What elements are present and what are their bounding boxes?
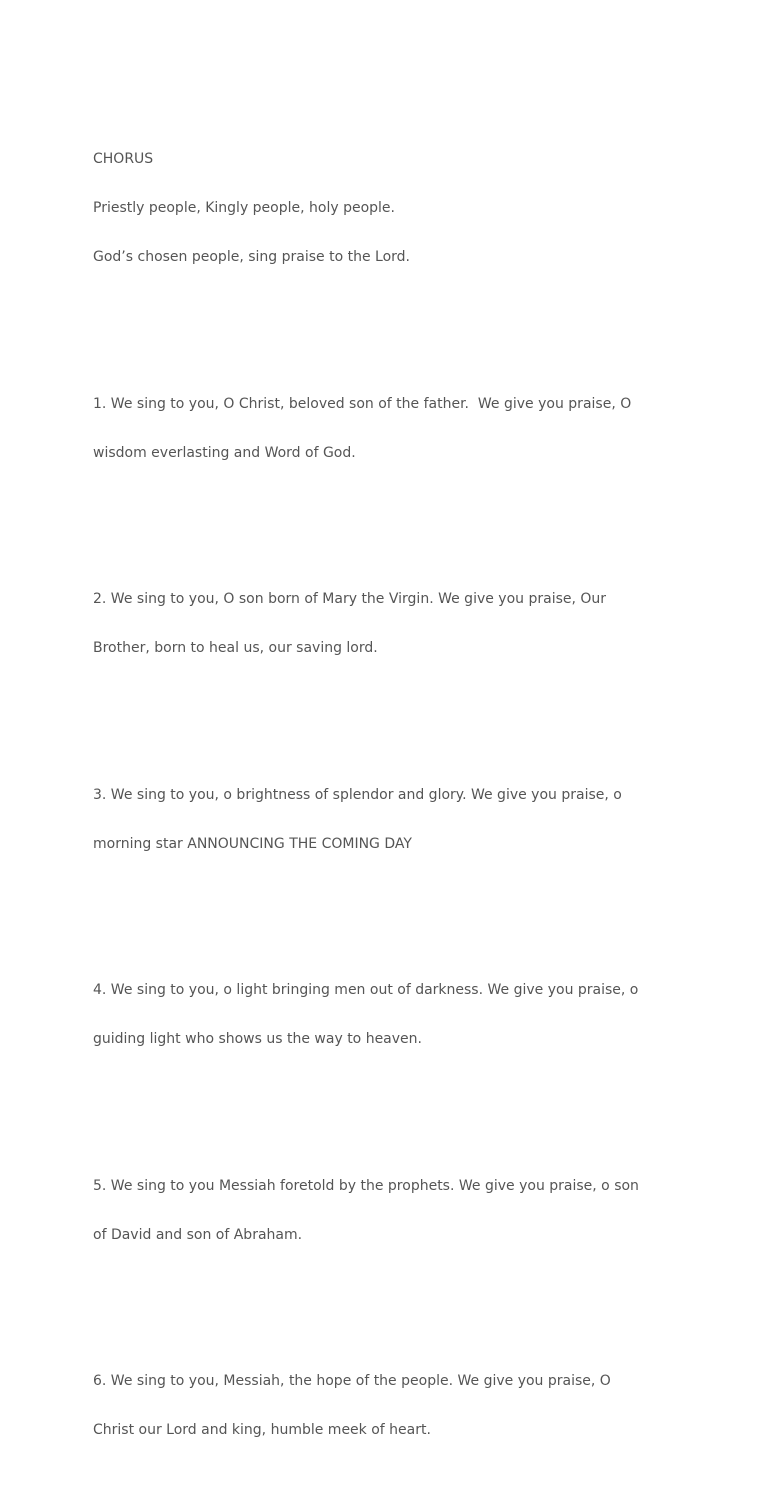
verse-line: 3. We sing to you, o brightness of splendor and glory. We give you praise, o (93, 786, 622, 803)
verse-line: morning star ANNOUNCING THE COMING DAY (93, 835, 412, 852)
verse-line: wisdom everlasting and Word of God. (93, 444, 356, 461)
verse-line: Brother, born to heal us, our saving lord. (93, 640, 378, 657)
document-page (93, 86, 683, 1488)
verse-line: 4. We sing to you, o light bringing men out of darkness. We give you praise, o (93, 982, 639, 999)
verse-4 (93, 950, 683, 1080)
chorus-line: Priestly people, Kingly people, holy people. (93, 200, 395, 217)
verse-6 (93, 1341, 683, 1471)
verse-2 (93, 559, 683, 689)
verse-line: Christ our Lord and king, humble meek of heart. (93, 1422, 431, 1439)
verse-line: 5. We sing to you Messiah foretold by the prophets. We give you praise, o son (93, 1177, 639, 1194)
chorus-section (93, 119, 683, 298)
chorus-line: God’s chosen people, sing praise to the Lord. (93, 248, 410, 265)
verse-line: guiding light who shows us the way to heaven. (93, 1031, 422, 1048)
verse-1 (93, 363, 683, 493)
verse-line: of David and son of Abraham. (93, 1226, 303, 1243)
verse-line: 1. We sing to you, O Christ, beloved son of the father. We give you praise, O (93, 395, 632, 412)
verse-5 (93, 1145, 683, 1275)
chorus-heading: CHORUS (93, 151, 154, 168)
verse-3 (93, 754, 683, 884)
verse-line: 2. We sing to you, O son born of Mary the Virgin. We give you praise, Our (93, 591, 607, 608)
verse-line: 6. We sing to you, Messiah, the hope of the people. We give you praise, O (93, 1373, 611, 1390)
